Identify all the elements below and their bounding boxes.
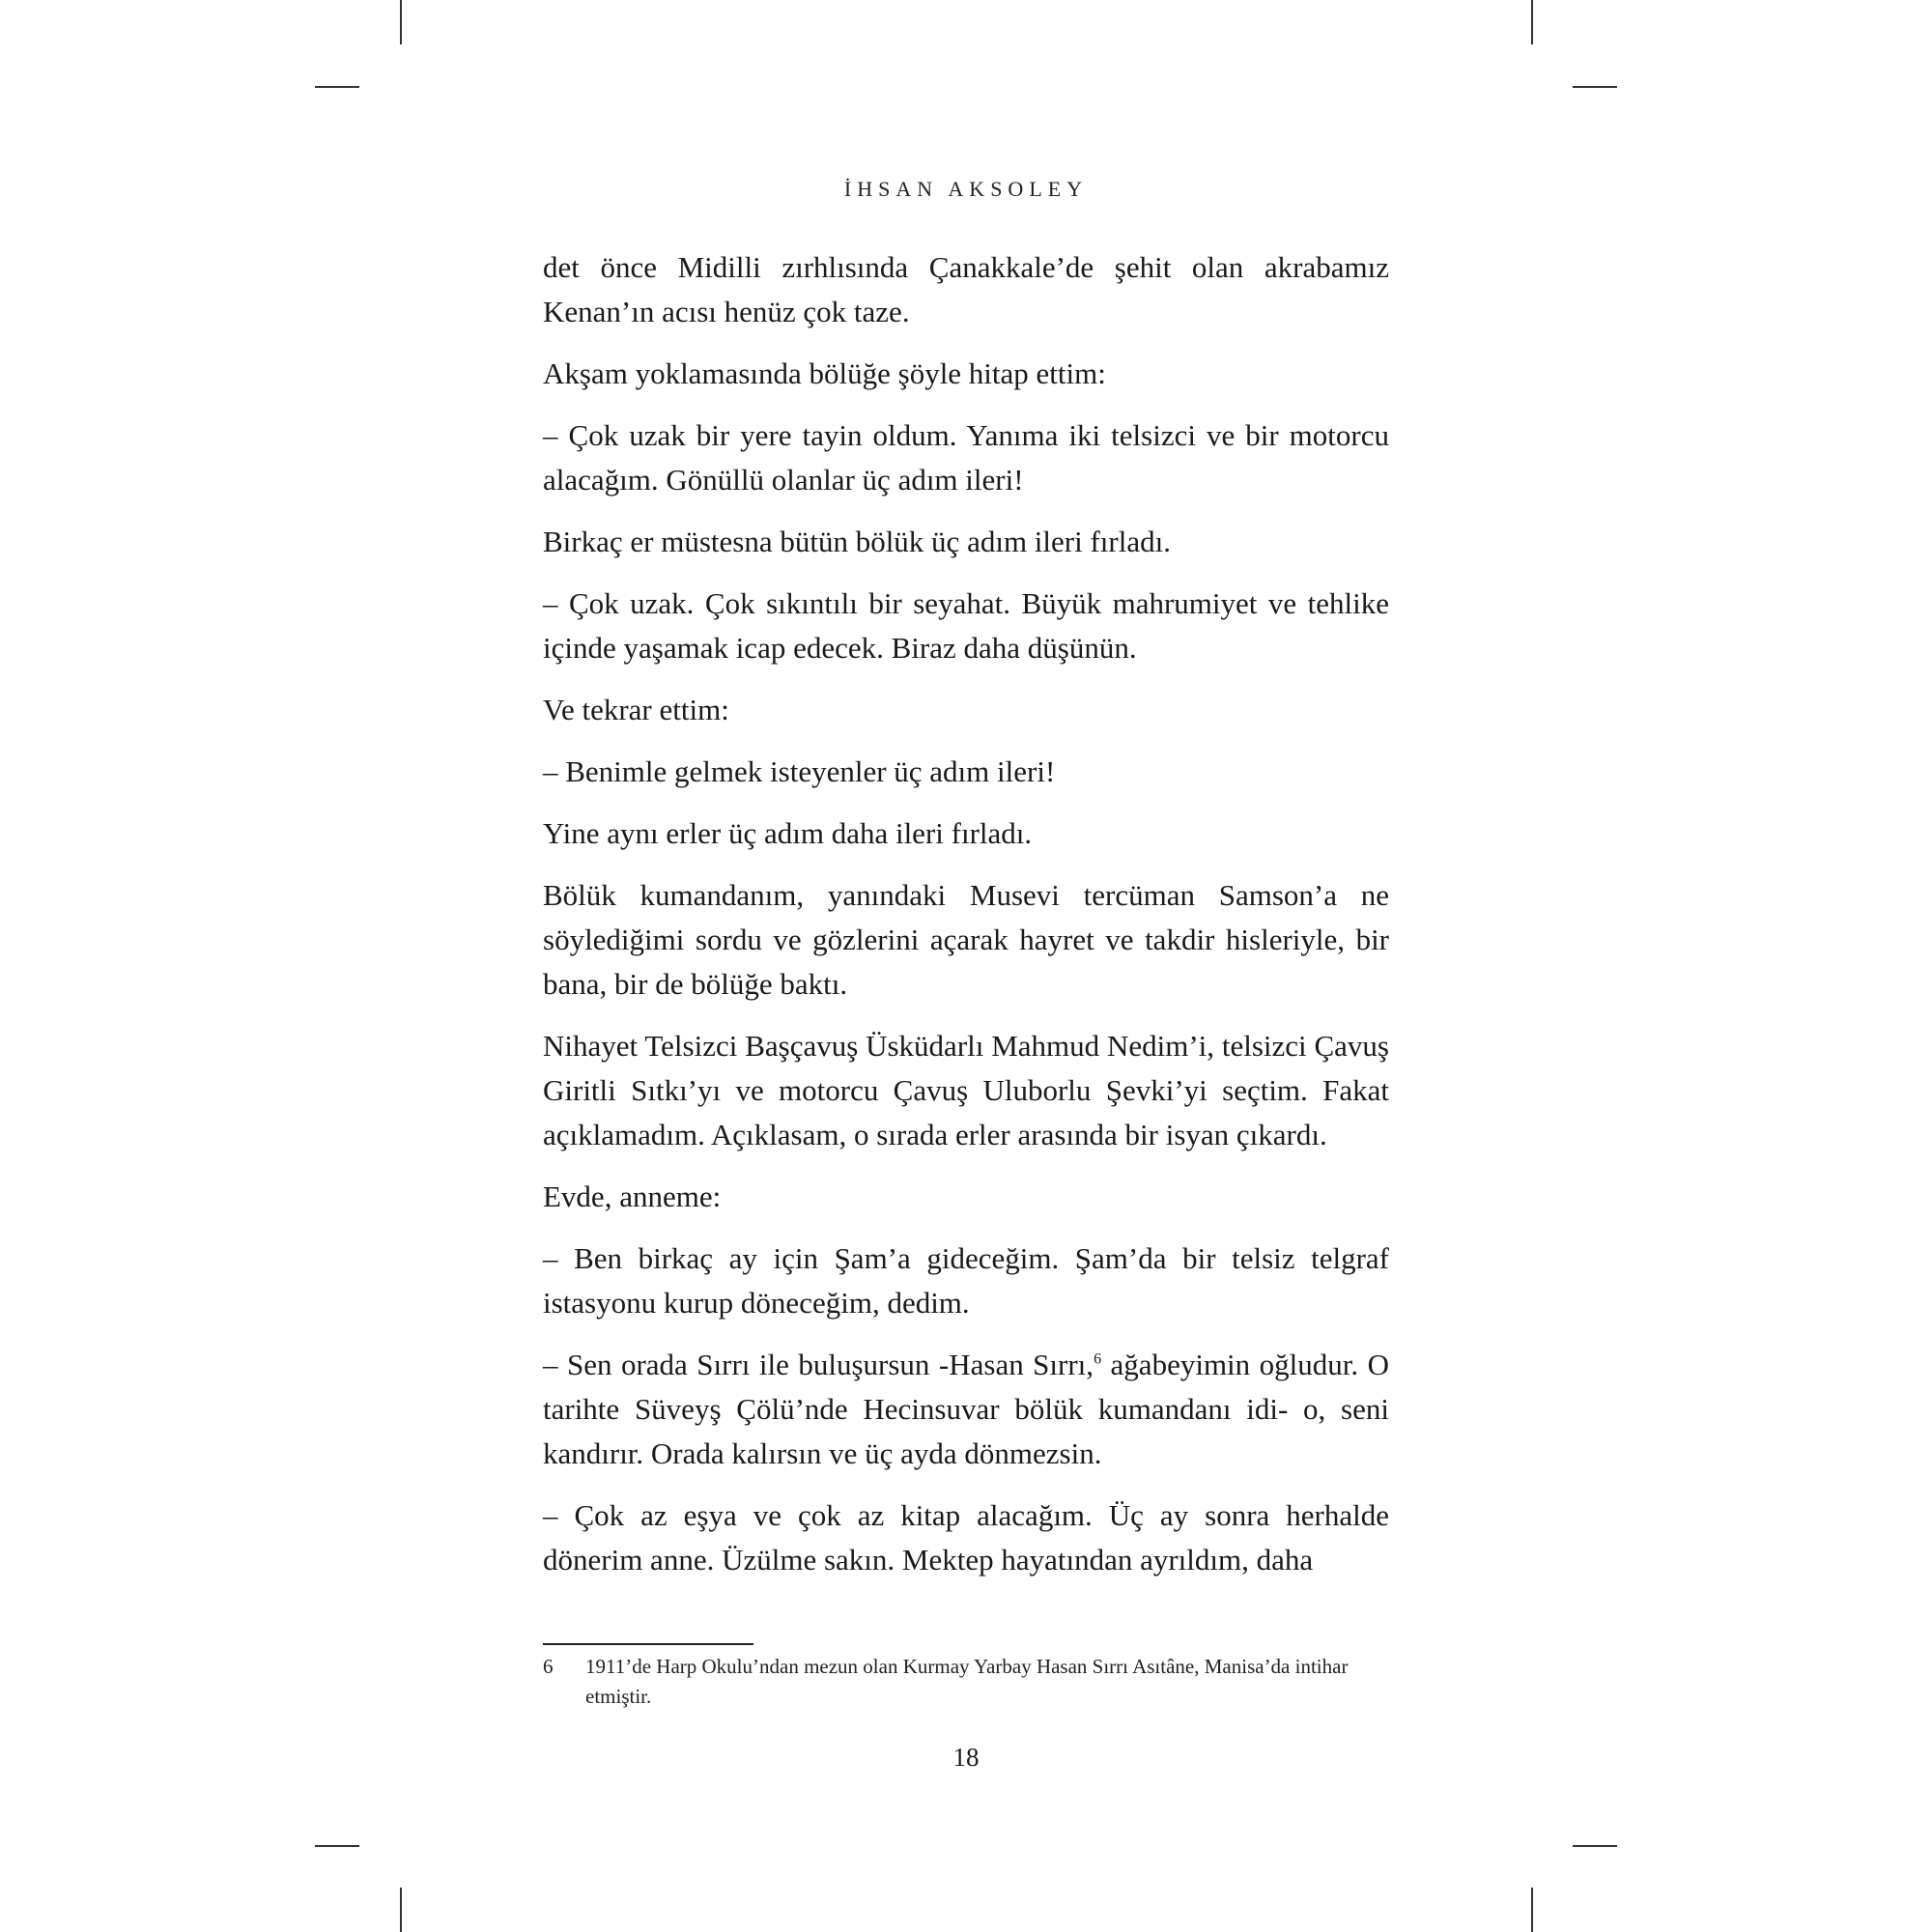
paragraph: Akşam yoklamasında bölüğe şöyle hitap ettim: [543, 356, 1106, 390]
crop-mark [1531, 1888, 1533, 1932]
body-text [543, 245, 1389, 1600]
paragraph: det önce Midilli zırhlısında Çanakkale’de şehit olan akrabamız Kenan’ın acısı henüz çok taze. [543, 250, 1389, 328]
crop-mark [315, 86, 359, 88]
footnote-number: 6 [543, 1655, 554, 1678]
paragraph: – Çok uzak bir yere tayin oldum. Yanıma iki telsizci ve bir motorcu alacağım. Gönüllü olanlar üç adım ileri! [543, 418, 1389, 497]
page-number: 18 [952, 1743, 980, 1772]
crop-mark [400, 1888, 402, 1932]
paragraph: Bölük kumandanım, yanındaki Musevi tercüman Samson’a ne söylediğimi sordu ve gözlerini açarak hayret ve takdir hisleriyle, bir bana, bir de bölüğe baktı. [543, 878, 1389, 1001]
running-head: İHSAN AKSOLEY [843, 177, 1089, 201]
footnote [543, 1652, 1389, 1712]
paragraph-text: ağabeyimin oğludur. O tarihte Süveyş Çölü’nde Hecinsuvar bölük kumandanı idi- o, seni kandırır. Orada kalırsın ve üç ayda dönmezsin. [543, 1348, 1389, 1470]
paragraph: – Çok az eşya ve çok az kitap alacağım. Üç ay sonra herhalde dönerim anne. Üzülme sakın. Mektep hayatından ayrıldım, daha [543, 1498, 1389, 1577]
footnote-marker[interactable]: 6 [1094, 1350, 1102, 1368]
paragraph: Yine aynı erler üç adım daha ileri fırladı. [543, 816, 1033, 850]
paragraph: – Çok uzak. Çok sıkıntılı bir seyahat. Büyük mahrumiyet ve tehlike içinde yaşamak icap edecek. Biraz daha düşünün. [543, 586, 1389, 665]
footnote-divider [543, 1643, 753, 1645]
footnote-text: 1911’de Harp Okulu’ndan mezun olan Kurmay Yarbay Hasan Sırrı Asıtâne, Manisa’da intihar etmiştir. [585, 1655, 1349, 1708]
paragraph: Evde, anneme: [543, 1179, 722, 1213]
paragraph: – Benimle gelmek isteyenler üç adım ileri! [543, 754, 1056, 788]
crop-mark [315, 1845, 359, 1847]
paragraph: Nihayet Telsizci Başçavuş Üsküdarlı Mahmud Nedim’i, telsizci Çavuş Giritli Sıtkı’yı ve motorcu Çavuş Uluborlu Şevki’yi seçtim. Fakat açıklamadım. Açıklasam, o sırada erler arasında bir isyan çıkardı. [543, 1029, 1389, 1151]
paragraph-text: – Sen orada Sırrı ile buluşursun -Hasan Sırrı, [543, 1348, 1094, 1381]
crop-mark [400, 0, 402, 44]
paragraph: Birkaç er müstesna bütün bölük üç adım ileri fırladı. [543, 525, 1171, 558]
crop-mark [1573, 86, 1617, 88]
paragraph: Ve tekrar ettim: [543, 693, 729, 726]
paragraph: – Ben birkaç ay için Şam’a gideceğim. Şam’da bir telsiz telgraf istasyonu kurup döneceğim, dedim. [543, 1241, 1389, 1320]
paragraph-with-footnote [543, 1343, 1389, 1476]
crop-mark [1531, 0, 1533, 44]
crop-mark [1573, 1845, 1617, 1847]
